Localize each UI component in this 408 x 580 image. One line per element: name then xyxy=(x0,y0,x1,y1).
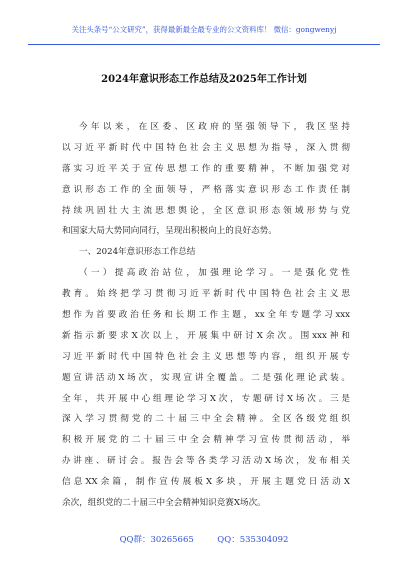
body-line: 题宣讲活动X场次，实现宣讲全覆盖。二是强化理论武装。 xyxy=(62,372,350,383)
body-line: 信息XX余篇，制作宣传展板X多块，开展主题党日活动X xyxy=(62,477,350,488)
body-line: （一）提高政治站位，加强理论学习。一是强化党性 xyxy=(79,268,350,279)
body-line: 教育。始终把学习贯彻习近平新时代中国特色社会主义思 xyxy=(62,289,350,300)
body-line: 深入学习贯彻党的二十届三中全会精神。全区各级党组织 xyxy=(62,414,350,425)
body-line: 全年，共开展中心组理论学习X次，专题研讨X场次。三是 xyxy=(62,393,350,404)
body-line: 想作为首要政治任务和长期工作主题，xx全年专题学习xxx xyxy=(62,310,350,321)
document-title: 2024年意识形态工作总结及2025年工作计划 xyxy=(101,74,307,85)
body-line: 落实习近平关于宣传思想工作的重要精神，不断加强党对 xyxy=(62,163,350,174)
banner-divider xyxy=(28,44,380,45)
qq-group-label: QQ群： xyxy=(119,535,151,545)
body-line: 办讲座、研讨会。报告会等各类学习活动X场次，发布相关 xyxy=(62,456,350,467)
body-line: 和国家大局大势同向同行，呈现出积极向上的良好态势。 xyxy=(62,226,277,237)
body-line: 余次，组织党的二十届三中全会精神知识竞赛X场次。 xyxy=(62,498,266,509)
body-line: 积极开展党的二十届三中全会精神学习宣传贯彻活动，举 xyxy=(62,435,350,446)
top-banner: 关注头条号“公文研究”，获得最新最全最专业的公文资料库！ 微信：gongwenyj xyxy=(71,25,337,34)
footer-contact xyxy=(0,533,408,545)
body-line: 今年以来，在区委、区政府的坚强领导下，我区坚持 xyxy=(79,122,350,132)
body-line: 习近平新时代中国特色社会主义思想等内容，组织开展专 xyxy=(62,351,350,362)
document-body xyxy=(62,117,350,514)
qq-number: 535304092 xyxy=(239,535,289,545)
body-line: 新指示新要求X次以上，开展集中研讨X余次。围xxx神和 xyxy=(62,330,350,341)
body-line: 一、2024年意识形态工作总结 xyxy=(79,247,196,258)
body-line: 以习近平新时代中国特色社会主义思想为指导，深入贯彻 xyxy=(62,142,350,153)
qq-group-number: 30265665 xyxy=(150,535,194,545)
qq-label: QQ： xyxy=(217,535,240,545)
body-line: 意识形态工作的全面领导，严格落实意识形态工作责任制 xyxy=(62,184,350,195)
body-line: 持续巩固壮大主流思想舆论，全区意识形态领域形势与党 xyxy=(62,205,350,216)
